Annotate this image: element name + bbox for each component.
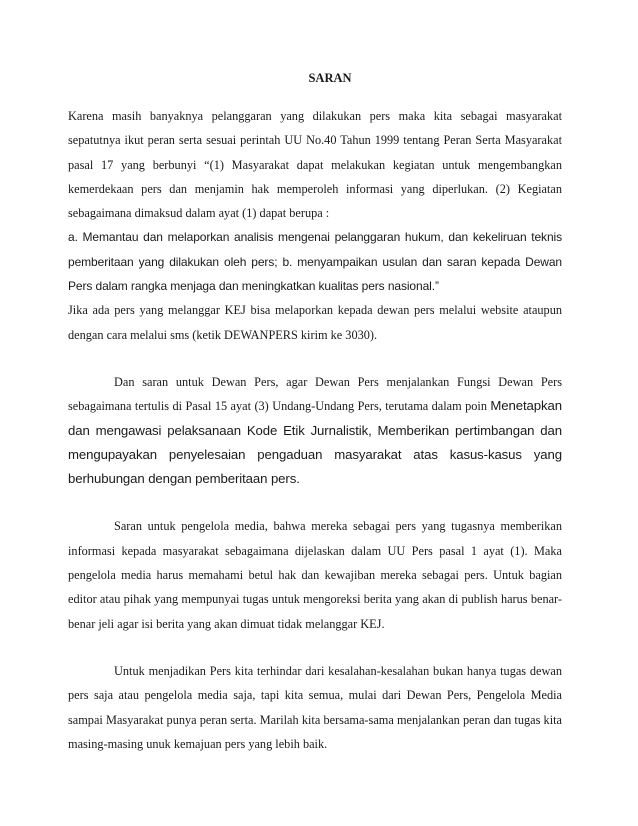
page-title: SARAN: [308, 71, 352, 85]
paragraph-1: [68, 104, 562, 347]
paragraph-1-quote-points: a. Memantau dan melaporkan analisis mengenai pelanggaran hukum, dan kekeliruan teknis pemberitaan yang dilakukan oleh pers; b. menyampaikan usulan dan saran kepada Dewan Pers dalam rangka menjaga dan meningkatkan kualitas pers nasional.”: [68, 230, 562, 294]
paragraph-1-report-info: Jika ada pers yang melanggar KEJ bisa melaporkan kepada dewan pers melalui website ataupun dengan cara melalui sms (ketik DEWANPERS kirim ke 3030).: [68, 303, 562, 342]
paragraph-2-intro: Dan saran untuk Dewan Pers, agar Dewan Pers menjalankan Fungsi Dewan Pers sebagaimana tertulis di Pasal 15 ayat (3) Undang-Undang Pers, terutama dalam poin: [68, 374, 562, 414]
paragraph-2-functions: Menetapkan dan mengawasi pelaksanaan Kode Etik Jurnalistik, Memberikan pertimbangan dan mengupayakan penyelesaian pengaduan masyarakat atas kasus-kasus yang berhubungan dengan pemberitaan pers.: [68, 398, 562, 487]
paragraph-1-quote-intro: Karena masih banyaknya pelanggaran yang dilakukan pers maka kita sebagai masyarakat sepatutnya ikut peran serta sesuai perintah UU No.40 Tahun 1999 tentang Peran Serta Masyarakat pasal 17 yang berbunyi “(1) Masyarakat dapat melakukan kegiatan untuk mengembangkan kemerdekaan pers dan menjamin hak memperoleh informasi yang diperlukan. (2) Kegiatan sebagaimana dimaksud dalam ayat (1) dapat berupa :: [68, 109, 562, 221]
paragraph-3: Saran untuk pengelola media, bahwa mereka sebagai pers yang tugasnya memberikan informasi kepada masyarakat sebagaimana dijelaskan dalam UU Pers pasal 1 ayat (1). Maka pengelola media harus memahami betul hak dan kewajiban mereka sebagai pers. Untuk bagian editor atau pihak yang mempunyai tugas untuk mengoreksi berita yang akan di publish harus benar-benar jeli agar isi berita yang akan dimuat tidak melanggar KEJ.: [68, 519, 562, 631]
paragraph-2: [68, 370, 562, 491]
paragraph-4: Untuk menjadikan Pers kita terhindar dari kesalahan-kesalahan bukan hanya tugas dewan pers saja atau pengelola media saja, tapi kita semua, mulai dari Dewan Pers, Pengelola Media sampai Masyarakat punya peran serta. Marilah kita bersama-sama menjalankan peran dan tugas kita masing-masing unuk kemajuan pers yang lebih baik.: [68, 663, 562, 751]
